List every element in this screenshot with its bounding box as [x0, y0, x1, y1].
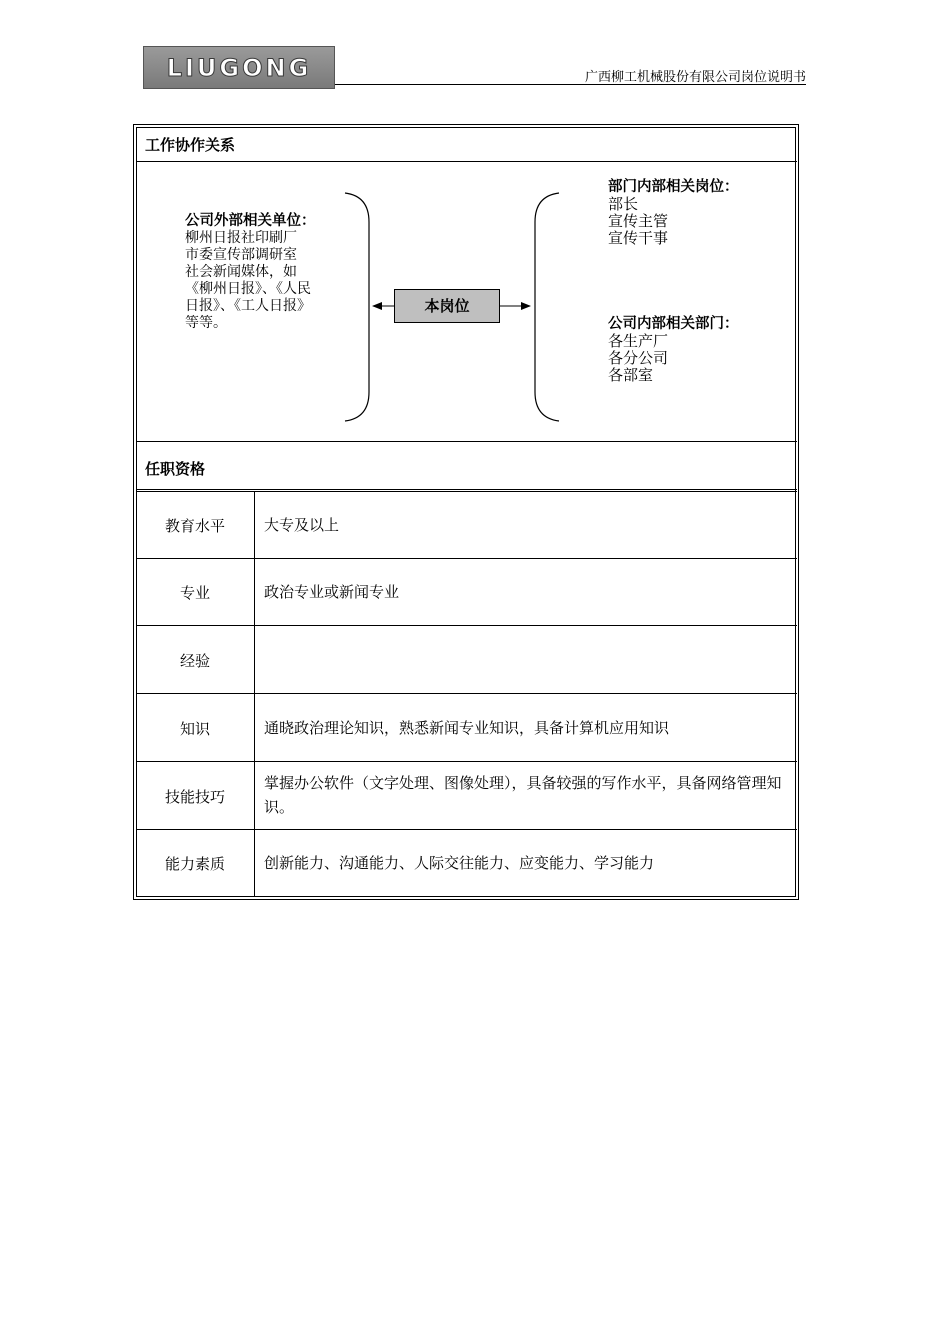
dept-internal-line: 宣传主管 — [608, 212, 669, 230]
education-value: 大专及以上 — [264, 516, 340, 534]
external-unit-line: 等等。 — [185, 315, 227, 331]
company-internal-line: 各分公司 — [608, 349, 669, 367]
row-divider — [136, 491, 797, 492]
education-label: 教育水平 — [164, 517, 225, 535]
column-divider — [254, 491, 255, 897]
external-unit-line: 柳州日报社印刷厂 — [185, 230, 297, 246]
company-internal-depts — [608, 316, 778, 384]
skills-value: 掌握办公软件（文字处理、图像处理），具备较强的写作水平，具备网络管理知识。 — [264, 774, 782, 816]
this-position-box: 本岗位 — [394, 289, 500, 323]
dept-internal-heading: 部门内部相关岗位： — [608, 179, 739, 195]
document-title: 广西柳工机械股份有限公司岗位说明书 — [584, 70, 806, 85]
competency-value: 创新能力、沟通能力、人际交往能力、应变能力、学习能力 — [264, 854, 655, 872]
dept-internal-line: 宣传干事 — [608, 229, 669, 247]
dept-internal-line: 部长 — [608, 195, 639, 213]
company-internal-line: 各部室 — [608, 366, 654, 384]
row-divider — [136, 625, 797, 626]
row-divider — [136, 693, 797, 694]
company-internal-heading: 公司内部相关部门： — [608, 316, 739, 332]
row-divider — [136, 761, 797, 762]
knowledge-value: 通晓政治理论知识，熟悉新闻专业知识，具备计算机应用知识 — [264, 719, 670, 737]
external-unit-line: 社会新闻媒体，如 — [185, 264, 297, 280]
skills-label: 技能技巧 — [164, 788, 225, 806]
left-brace — [345, 193, 369, 421]
external-unit-line: 日报》、《工人日报》 — [185, 298, 311, 314]
row-divider — [136, 558, 797, 559]
row-divider — [136, 489, 797, 490]
competency-label: 能力素质 — [164, 855, 225, 873]
experience-label: 经验 — [179, 652, 210, 670]
right-brace — [535, 193, 559, 421]
external-unit-line: 《柳州日报》、《人民 — [185, 281, 311, 297]
company-internal-line: 各生产厂 — [608, 332, 669, 350]
dept-internal-positions — [608, 179, 778, 247]
row-divider — [136, 441, 797, 442]
collaboration-section-title: 工作协作关系 — [145, 136, 236, 154]
row-divider — [136, 829, 797, 830]
qualifications-section-title: 任职资格 — [145, 460, 206, 478]
knowledge-label: 知识 — [179, 720, 210, 738]
external-units-heading: 公司外部相关单位： — [185, 213, 316, 229]
major-value: 政治专业或新闻专业 — [264, 583, 400, 601]
external-unit-line: 市委宣传部调研室 — [185, 247, 297, 263]
external-units — [185, 213, 345, 332]
logo-text: LIUGONG — [166, 54, 312, 82]
major-label: 专业 — [179, 584, 210, 602]
